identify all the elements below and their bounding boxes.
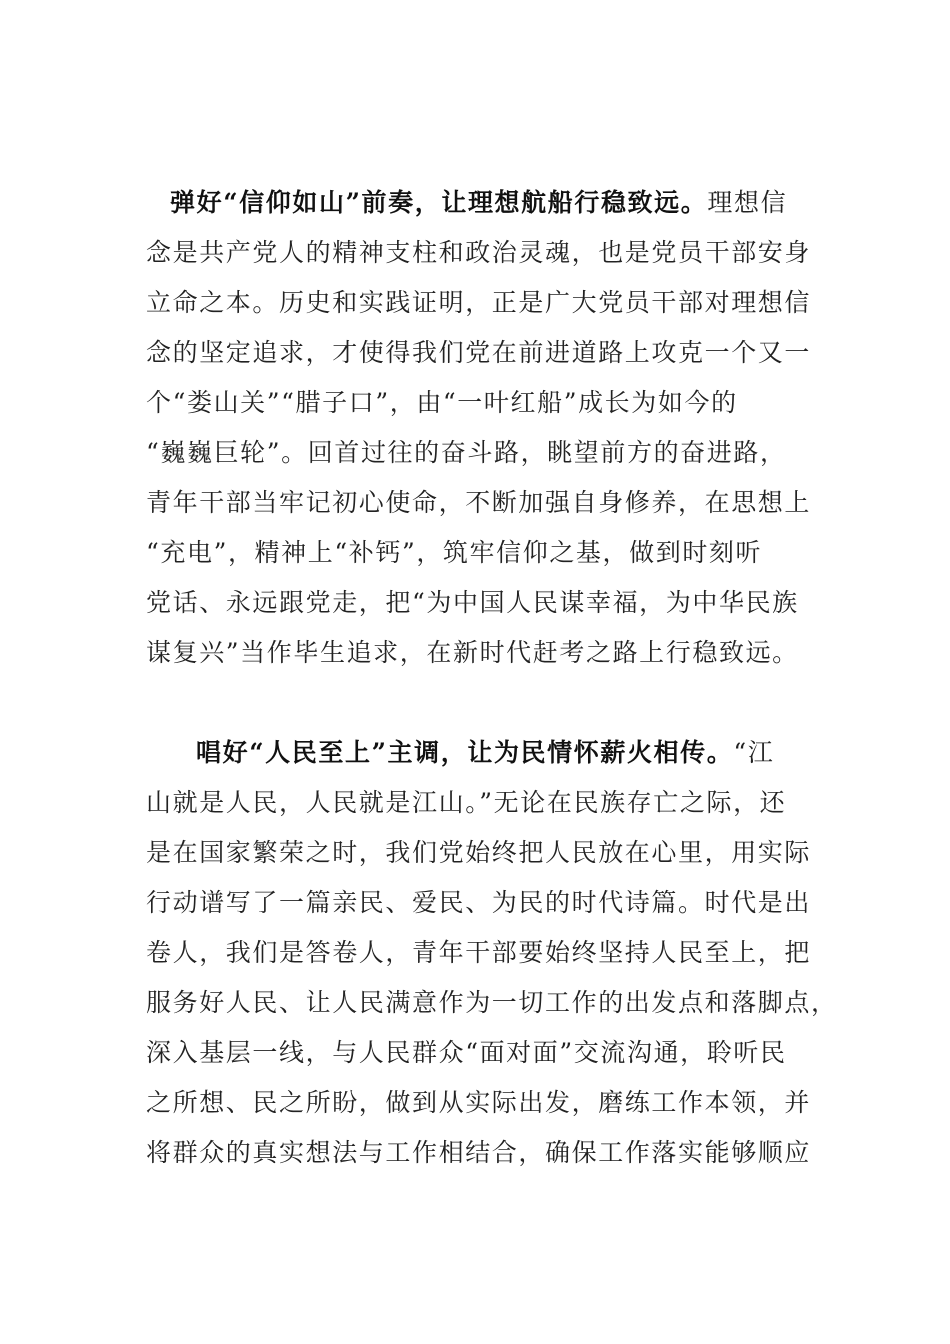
paragraph-first-line <box>146 178 806 228</box>
paragraph-line: 卷人，我们是答卷人，青年干部要始终坚持人民至上，把 <box>146 938 812 967</box>
paragraph-line: 深入基层一线，与人民群众“面对面”交流沟通，聆听民 <box>146 1038 787 1067</box>
paragraph-line: 个“娄山关”“腊子口”，由“一叶红船”成长为如今的 <box>146 388 738 417</box>
paragraph-lead-heading: 弹好“信仰如山”前奏，让理想航船行稳致远。 <box>170 188 708 217</box>
paragraph-people <box>146 728 838 1178</box>
paragraph-line: 将群众的真实想法与工作相结合，确保工作落实能够顺应 <box>146 1138 812 1167</box>
paragraph-line: 念是共产党人的精神支柱和政治灵魂，也是党员干部安身 <box>146 238 812 267</box>
paragraph-line: 念的坚定追求，才使得我们党在前进道路上攻克一个又一 <box>146 338 812 367</box>
paragraph-lead-heading: 唱好“人民至上”主调，让为民情怀薪火相传。 <box>196 738 734 767</box>
paragraph-faith <box>146 178 812 678</box>
paragraph-first-line <box>146 728 806 778</box>
paragraph-line: “充电”，精神上“补钙”，筑牢信仰之基，做到时刻听 <box>146 538 763 567</box>
paragraph-line: 是在国家繁荣之时，我们党始终把人民放在心里，用实际 <box>146 838 812 867</box>
paragraph-text: “江 <box>733 738 775 767</box>
paragraph-line: “巍巍巨轮”。回首过往的奋斗路，眺望前方的奋进路， <box>146 438 787 467</box>
paragraph-line: 立命之本。历史和实践证明，正是广大党员干部对理想信 <box>146 288 812 317</box>
paragraph-line: 谋复兴”当作毕生追求，在新时代赶考之路上行稳致远。 <box>146 638 799 667</box>
paragraph-text: 理想信 <box>707 188 788 217</box>
paragraph-line: 青年干部当牢记初心使命，不断加强自身修养，在思想上 <box>146 488 812 517</box>
paragraph-line: 行动谱写了一篇亲民、爱民、为民的时代诗篇。时代是出 <box>146 888 812 917</box>
paragraph-line: 服务好人民、让人民满意作为一切工作的出发点和落脚点， <box>146 988 838 1017</box>
paragraph-line: 党话、永远跟党走，把“为中国人民谋幸福，为中华民族 <box>146 588 799 617</box>
paragraph-line: 之所想、民之所盼，做到从实际出发，磨练工作本领，并 <box>146 1088 812 1117</box>
paragraph-line: 山就是人民，人民就是江山。”无论在民族存亡之际，还 <box>146 788 787 817</box>
